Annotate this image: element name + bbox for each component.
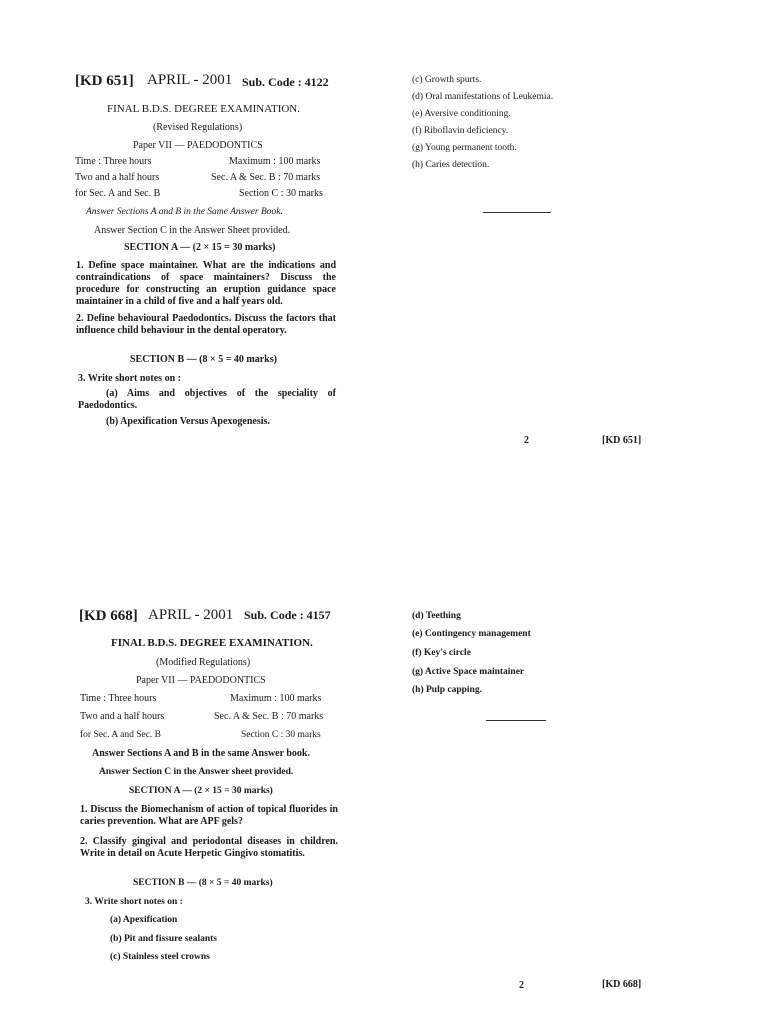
- exam-title: FINAL B.D.S. DEGREE EXAMINATION.: [107, 103, 300, 115]
- paper-title: Paper VII — PAEDODONTICS: [136, 675, 266, 686]
- instruction-c: Answer Section C in the Answer sheet provided.: [99, 767, 294, 777]
- time-label: Time : Three hours: [80, 693, 157, 704]
- question-3: 3. Write short notes on :: [78, 373, 181, 384]
- section-a-heading: SECTION A — (2 × 15 = 30 marks): [129, 786, 273, 796]
- time-label: Time : Three hours: [75, 156, 152, 167]
- question-1: 1. Discuss the Biomechanism of action of topical fluorides in caries prevention. What are APF gels?: [80, 804, 338, 827]
- question-3: 3. Write short notes on :: [85, 897, 183, 907]
- list-item: (c) Stainless steel crowns: [110, 952, 210, 962]
- list-item: (g) Active Space maintainer: [412, 667, 525, 677]
- regulations: (Modified Regulations): [156, 657, 251, 668]
- exam-date: APRIL - 2001: [147, 72, 233, 88]
- list-item: (e) Aversive conditioning.: [412, 109, 511, 119]
- question-2: 2. Define behavioural Paedodontics. Discuss the factors that influence child behaviour in the dental operatory.: [76, 313, 336, 336]
- list-item: (h) Pulp capping.: [412, 685, 482, 695]
- exam-date: APRIL - 2001: [148, 607, 234, 623]
- list-item: (f) Key's circle: [412, 648, 471, 658]
- time-sub: Two and a half hours: [75, 172, 160, 183]
- page-number: 2: [519, 980, 524, 991]
- question-1: 1. Define space maintainer. What are the indications and contraindications of space maintainers? Discuss the procedure for constructing an eruption guidance space maintainer in a child of five and a half years old.: [76, 260, 336, 307]
- for-sections: for Sec. A and Sec. B: [80, 730, 162, 740]
- time-sub: Two and a half hours: [80, 711, 165, 722]
- max-marks: Maximum : 100 marks: [230, 693, 322, 704]
- list-item: (f) Riboflavin deficiency.: [412, 126, 509, 136]
- section-b-heading: SECTION B — (8 × 5 = 40 marks): [130, 354, 277, 365]
- exam-title: FINAL B.D.S. DEGREE EXAMINATION.: [111, 637, 313, 649]
- question-2: 2. Classify gingival and periodontal diseases in children. Write in detail on Acute Herpetic Gingivo stomatitis.: [80, 836, 338, 859]
- question-3b: (b) Apexification Versus Apexogenesis.: [106, 416, 270, 427]
- sec-ab-marks: Sec. A & Sec. B : 70 marks: [211, 172, 321, 183]
- regulations: (Revised Regulations): [153, 122, 243, 133]
- end-rule: [483, 212, 551, 213]
- paper-code: [KD 651]: [75, 73, 134, 89]
- for-sections: for Sec. A and Sec. B: [75, 188, 161, 199]
- footer-code: [KD 651]: [602, 435, 642, 446]
- max-marks: Maximum : 100 marks: [229, 156, 321, 167]
- sec-c-marks: Section C : 30 marks: [241, 730, 321, 740]
- instruction-c: Answer Section C in the Answer Sheet provided.: [94, 225, 291, 236]
- instruction-ab: Answer Sections A and B in the same Answer book.: [92, 748, 310, 759]
- list-item: (h) Caries detection.: [412, 160, 490, 170]
- sec-ab-marks: Sec. A & Sec. B : 70 marks: [214, 711, 324, 722]
- page-number: 2: [524, 435, 529, 446]
- list-item: (b) Pit and fissure sealants: [110, 934, 217, 944]
- list-item: (e) Contingency management: [412, 629, 531, 639]
- section-a-heading: SECTION A — (2 × 15 = 30 marks): [124, 242, 276, 253]
- list-item: (d) Teething: [412, 611, 461, 621]
- instruction-ab: Answer Sections A and B in the Same Answer Book.: [86, 207, 283, 217]
- list-item: (d) Oral manifestations of Leukemia.: [412, 92, 554, 102]
- footer-code: [KD 668]: [602, 979, 642, 990]
- question-3a: (a) Aims and objectives of the speciality of Paedodontics.: [78, 388, 336, 411]
- section-b-heading: SECTION B — (8 × 5 = 40 marks): [133, 878, 273, 888]
- end-rule: [486, 720, 546, 721]
- list-item: (a) Apexification: [110, 915, 178, 925]
- paper-code: [KD 668]: [79, 608, 138, 624]
- list-item: (c) Growth spurts.: [412, 75, 482, 85]
- subject-code: Sub. Code : 4157: [244, 608, 331, 622]
- paper-title: Paper VII — PAEDODONTICS: [133, 140, 263, 151]
- subject-code: Sub. Code : 4122: [242, 75, 329, 89]
- sec-c-marks: Section C : 30 marks: [239, 188, 323, 199]
- list-item: (g) Young permanent tooth.: [412, 143, 517, 153]
